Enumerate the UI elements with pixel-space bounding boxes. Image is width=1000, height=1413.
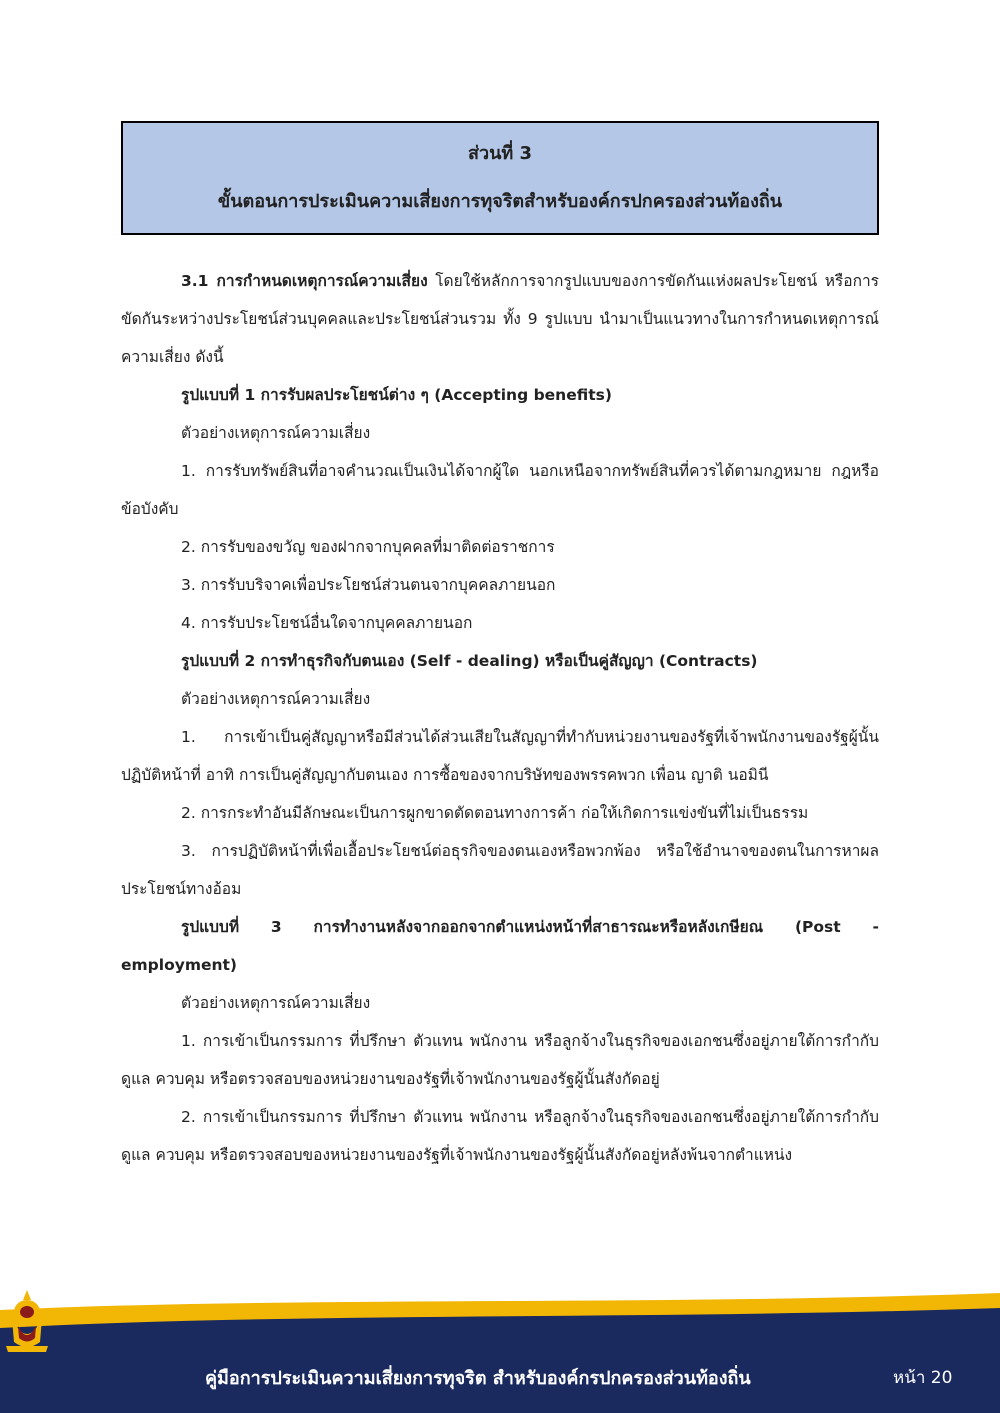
section-title-box xyxy=(121,121,879,235)
document-body xyxy=(121,262,879,1174)
pattern-2-heading: รูปแบบที่ 2 การทำธุรกิจกับตนเอง (Self - dealing) หรือเป็นคู่สัญญา (Contracts) xyxy=(181,652,758,670)
emblem-icon xyxy=(0,1288,54,1354)
pattern-2-item-1: 1. การเข้าเป็นคู่สัญญาหรือมีส่วนได้ส่วนเสียในสัญญาที่ทำกับหน่วยงานของรัฐที่เจ้าพนักงานของรัฐผู้นั้นปฏิบัติหน้าที่ อาทิ การเป็นคู่สัญญากับตนเอง การซื้อของจากบริษัทของพรรคพวก เพื่อน ญาติ นอมินี xyxy=(121,728,879,784)
pattern-2-item-3: 3. การปฏิบัติหน้าที่เพื่อเอื้อประโยชน์ต่อธุรกิจของตนเองหรือพวกพ้อง หรือใช้อำนาจของตนในการหาผลประโยชน์ทางอ้อม xyxy=(121,842,879,898)
pattern-3-item-1: 1. การเข้าเป็นกรรมการ ที่ปรึกษา ตัวแทน พนักงาน หรือลูกจ้างในธุรกิจของเอกชนซึ่งอยู่ภายใต้การกำกับ ดูแล ควบคุม หรือตรวจสอบของหน่วยงานของรัฐที่เจ้าพนักงานของรัฐผู้นั้นสังกัดอยู่ xyxy=(121,1032,879,1088)
section-number: ส่วนที่ 3 xyxy=(467,143,533,164)
pattern-1-heading: รูปแบบที่ 1 การรับผลประโยชน์ต่าง ๆ (Accepting benefits) xyxy=(181,386,612,404)
pattern-2-item-2: 2. การกระทำอันมีลักษณะเป็นการผูกขาดตัดตอนทางการค้า ก่อให้เกิดการแข่งขันที่ไม่เป็นธรรม xyxy=(181,804,809,822)
pattern-1-item-3: 3. การรับบริจาคเพื่อประโยชน์ส่วนตนจากบุคคลภายนอก xyxy=(181,576,556,594)
pattern-3-example-label: ตัวอย่างเหตุการณ์ความเสี่ยง xyxy=(181,994,371,1012)
pattern-2-example-label: ตัวอย่างเหตุการณ์ความเสี่ยง xyxy=(181,690,371,708)
section-title: ขั้นตอนการประเมินความเสี่ยงการทุจริตสำหรับองค์กรปกครองส่วนท้องถิ่น xyxy=(217,191,783,212)
page-footer xyxy=(0,1288,1000,1413)
pattern-3-heading: รูปแบบที่ 3 การทำงานหลังจากออกจากตำแหน่งหน้าที่สาธารณะหรือหลังเกษียณ (Post - employment) xyxy=(121,918,879,974)
pattern-1-item-2: 2. การรับของขวัญ ของฝากจากบุคคลที่มาติดต่อราชการ xyxy=(181,538,555,556)
intro-text: โดยใช้หลักการจากรูปแบบของการขัดกันแห่งผลประโยชน์ หรือการขัดกันระหว่างประโยชน์ส่วนบุคคลและประโยชน์ส่วนรวม ทั้ง 9 รูปแบบ นำมาเป็นแนวทางในการกำหนดเหตุการณ์ความเสี่ยง ดังนี้ xyxy=(121,272,879,366)
pattern-1-item-4: 4. การรับประโยชน์อื่นใดจากบุคคลภายนอก xyxy=(181,614,473,632)
page-number: หน้า 20 xyxy=(893,1368,953,1388)
intro-paragraph xyxy=(121,262,879,376)
footer-wave-background xyxy=(0,1288,1000,1413)
footer-title: คู่มือการประเมินความเสี่ยงการทุจริต สำหรับองค์กรปกครองส่วนท้องถิ่น xyxy=(205,1368,751,1389)
intro-heading: 3.1 การกำหนดเหตุการณ์ความเสี่ยง xyxy=(181,272,428,290)
pattern-1-item-1: 1. การรับทรัพย์สินที่อาจคำนวณเป็นเงินได้จากผู้ใด นอกเหนือจากทรัพย์สินที่ควรได้ตามกฎหมาย กฎหรือข้อบังคับ xyxy=(121,462,879,518)
pattern-1-example-label: ตัวอย่างเหตุการณ์ความเสี่ยง xyxy=(181,424,371,442)
pattern-3-item-2: 2. การเข้าเป็นกรรมการ ที่ปรึกษา ตัวแทน พนักงาน หรือลูกจ้างในธุรกิจของเอกชนซึ่งอยู่ภายใต้การกำกับ ดูแล ควบคุม หรือตรวจสอบของหน่วยงานของรัฐที่เจ้าพนักงานของรัฐผู้นั้นสังกัดอยู่หลังพ้นจากตำแหน่ง xyxy=(121,1108,879,1164)
